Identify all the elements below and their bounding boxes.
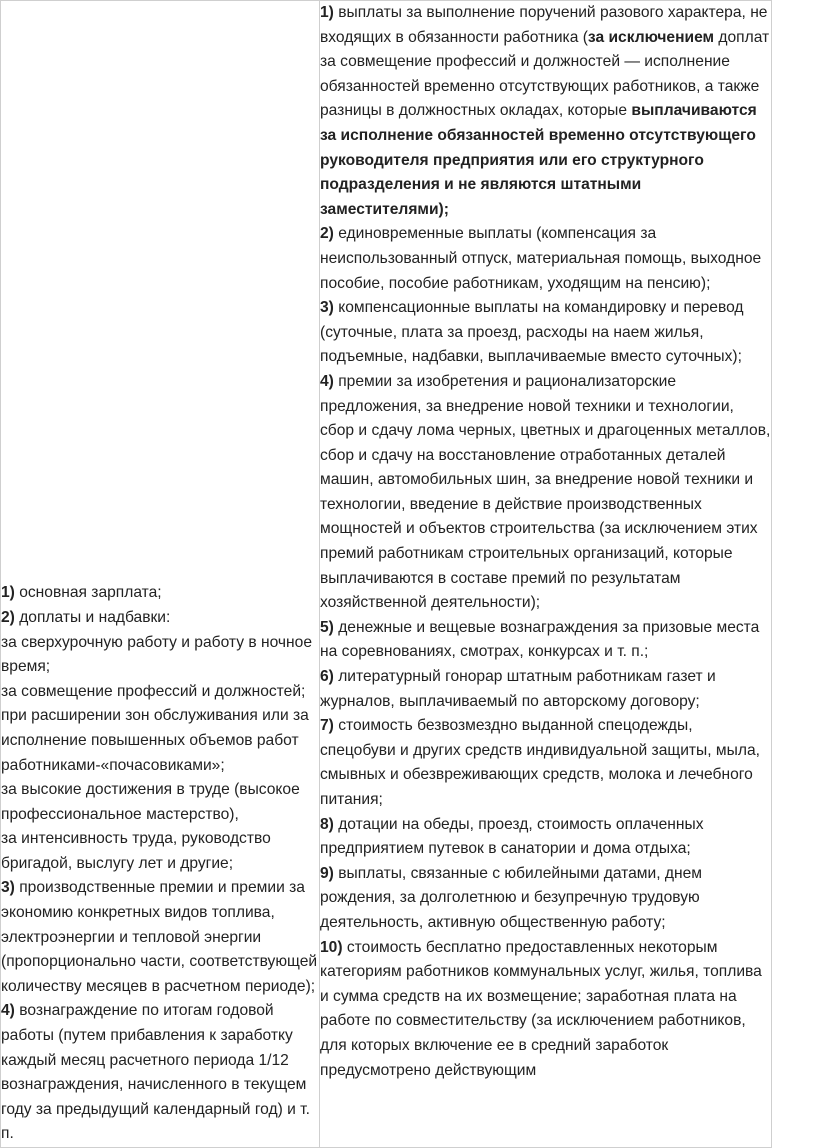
- excluded-payments-cell: [320, 1, 772, 1148]
- list-item: 8) дотации на обеды, проезд, стоимость оплаченных предприятием путевок в санатории и дома отдыха;: [320, 815, 704, 858]
- list-item: 7) стоимость безвозмездно выданной спецодежды, спецобуви и других средств индивидуальной защиты, мыла, смывных и обезвреживающих средств, молока и лечебного питания;: [320, 717, 760, 808]
- list-item: 4) вознаграждение по итогам годовой работы (путем прибавления к заработку каждый месяц расчетного периода 1/12 вознаграждения, начисленного в текущем году за предыдущий календарный год) и т. п.: [1, 1002, 310, 1143]
- list-item: 1) выплаты за выполнение поручений разового характера, не входящих в обязанности работника (за исключением доплат за совмещение профессий и должностей — исполнение обязанностей временно отсутствующих работников, а также разницы в должностных окладах, которые выплачиваются за исполнение обязанностей временно отсутствующего руководителя предприятия или его структурного подразделения и не являются штатными заместителями);: [320, 4, 770, 218]
- list-item: 5) денежные и вещевые вознаграждения за призовые места на соревнованиях, смотрах, конкурсах и т. п.;: [320, 618, 760, 661]
- table-row: [1, 1, 772, 1148]
- list-item: 2) доплаты и надбавки:: [1, 608, 171, 626]
- list-item: при расширении зон обслуживания или за исполнение повышенных объемов работ работниками-«почасовиками»;: [1, 707, 309, 774]
- list-item: за интенсивность труда, руководство бригадой, выслугу лет и другие;: [1, 830, 271, 872]
- list-item: 9) выплаты, связанные с юбилейными датами, днем рождения, за долголетнюю и безупречную трудовую деятельность, активную общественную работу;: [320, 864, 702, 931]
- list-item: 1) основная зарплата;: [1, 584, 162, 602]
- list-item: за высокие достижения в труде (высокое профессиональное мастерство),: [1, 781, 300, 823]
- list-item: 4) премии за изобретения и рационализаторские предложения, за внедрение новой техники и технологии, сбор и сдачу лома черных, цветных и драгоценных металлов, сбор и сдачу на восстановление отработанных деталей машин, автомобильных шин, за внедрение новой техники и технологии, введение в действие производственных мощностей и объектов строительства (за исключением этих премий работникам строительных организаций, которые выплачиваются в составе премий по результатам хозяйственной деятельности);: [320, 372, 771, 612]
- list-item: 3) компенсационные выплаты на командировку и перевод (суточные, плата за проезд, расходы на наем жилья, подъемные, надбавки, выплачиваемые вместо суточных);: [320, 299, 744, 366]
- included-payments-cell: [1, 1, 320, 1148]
- list-item: за сверхурочную работу и работу в ночное время;: [1, 633, 312, 676]
- list-item: 3) производственные премии и премии за экономию конкретных видов топлива, электроэнергии и тепловой энергии (пропорционально части, соответствующей количеству месяцев в расчетном периоде);: [1, 879, 318, 995]
- list-item: 2) единовременные выплаты (компенсация за неиспользованный отпуск, материальная помощь, выходное пособие, пособие работникам, уходящим на пенсию);: [320, 225, 762, 292]
- list-item: 6) литературный гонорар штатным работникам газет и журналов, выплачиваемый по авторскому договору;: [320, 668, 716, 710]
- list-item: 10) стоимость бесплатно предоставленных некоторым категориям работников коммунальных услуг, жилья, топлива и сумма средств на их возмещение; заработная плата на работе по совместительству (за исключением работников, для которых включение ее в средний заработок предусмотрено действующим: [320, 938, 762, 1079]
- list-item: за совмещение профессий и должностей;: [1, 682, 306, 700]
